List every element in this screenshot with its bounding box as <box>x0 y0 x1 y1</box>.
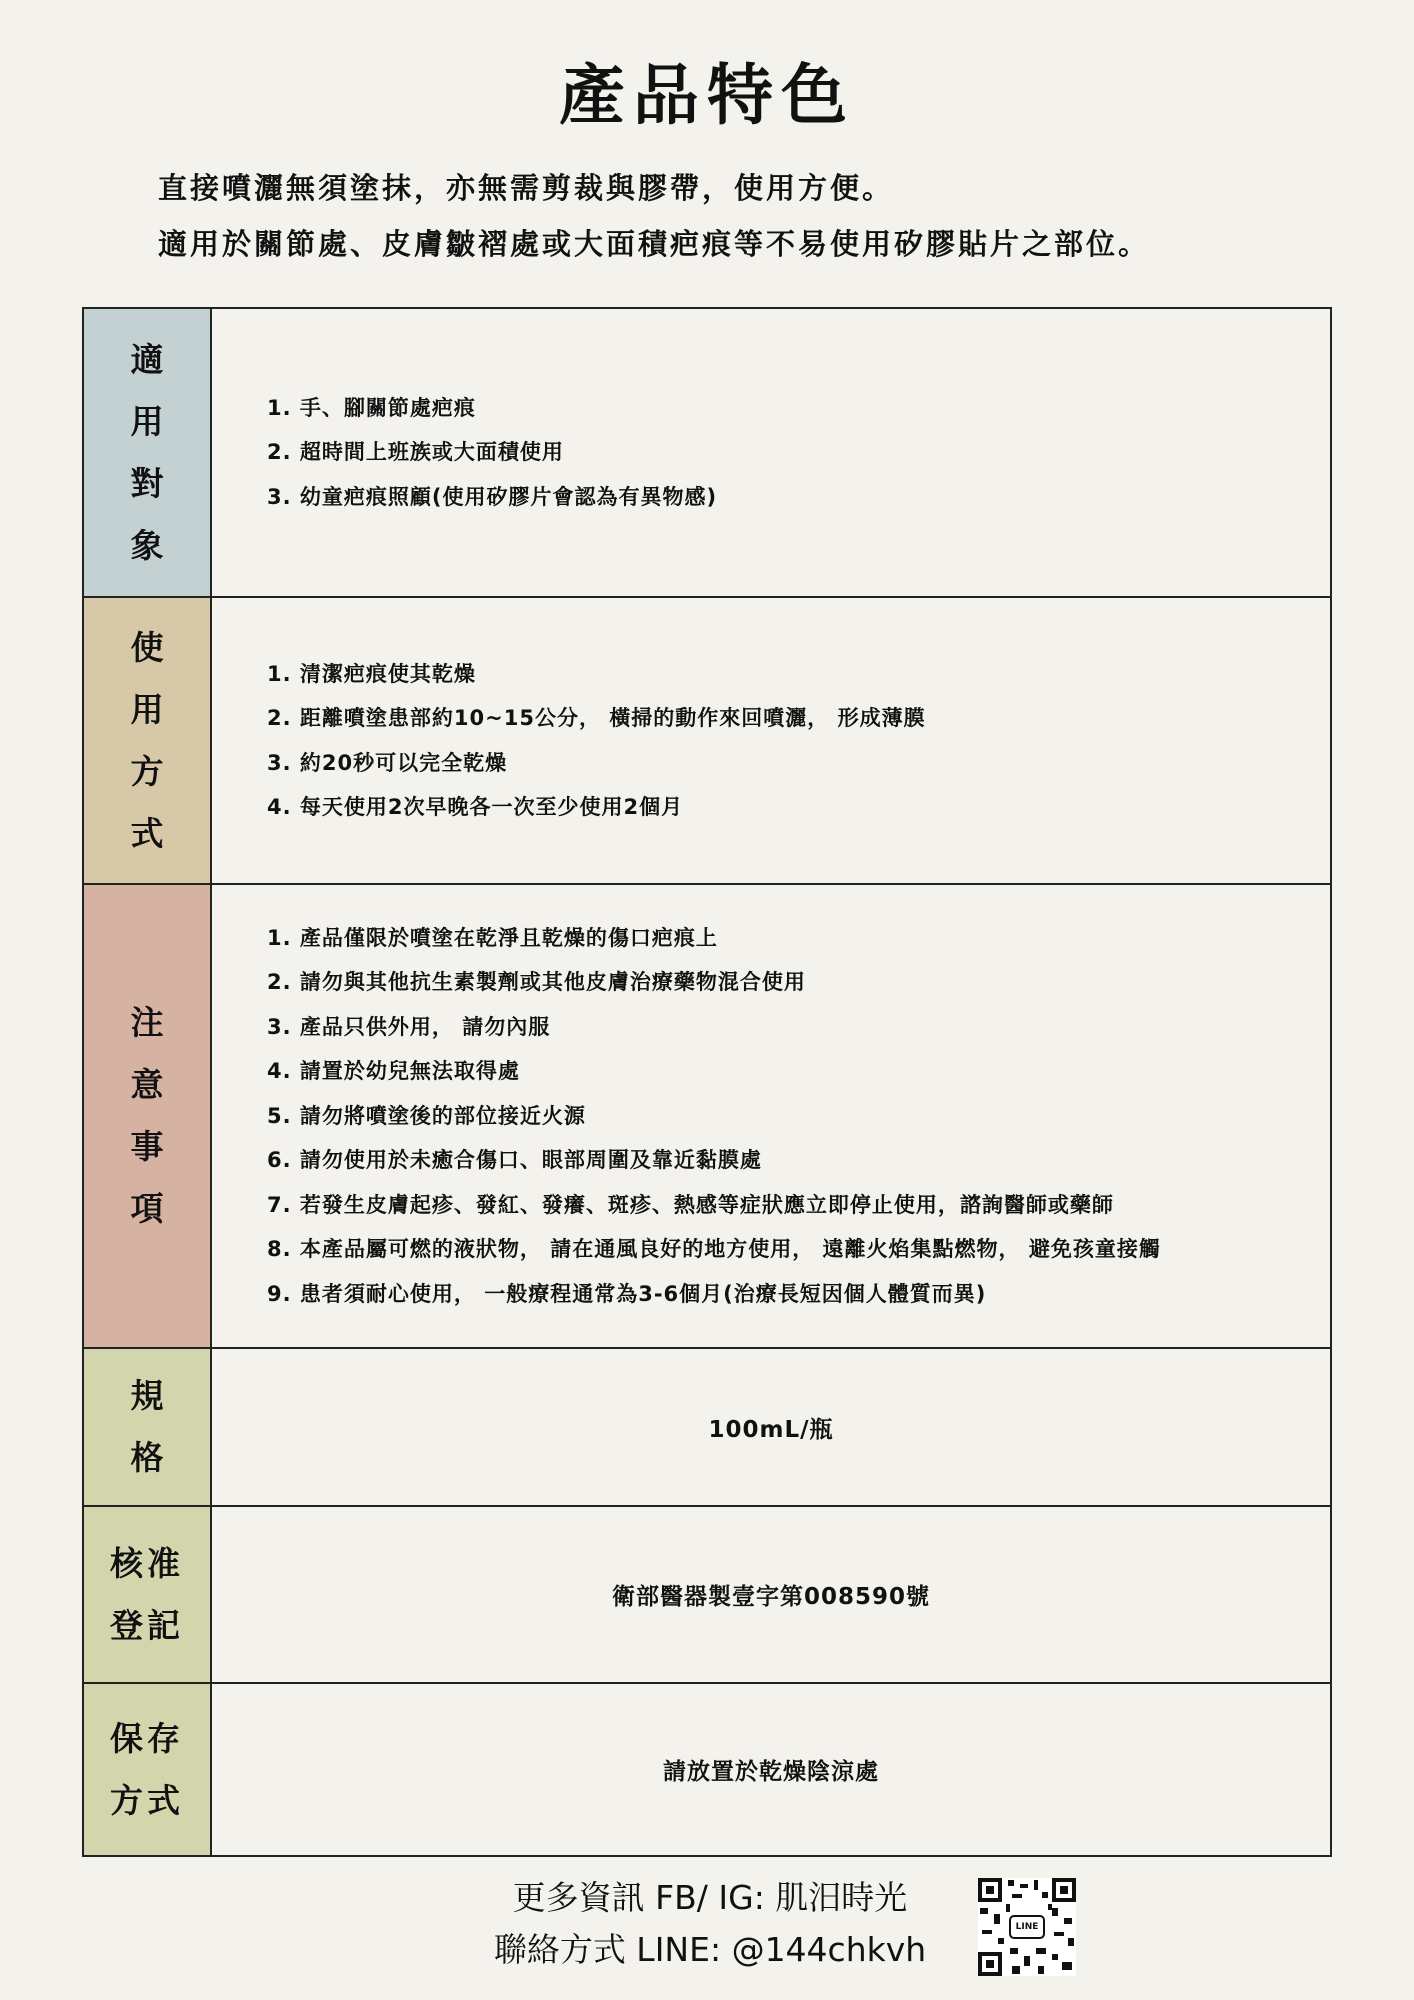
footer-line-id: 聯絡方式 LINE: @144chkvh <box>493 1930 927 1969</box>
row-spec <box>84 1349 1330 1507</box>
row-caution-label <box>84 885 212 1347</box>
page-title: 產品特色 <box>559 57 855 134</box>
row-storage-content <box>212 1684 1330 1855</box>
row-spec-content <box>212 1349 1330 1505</box>
row-license <box>84 1507 1330 1684</box>
row-caution-label-text: 注意事項 <box>130 1003 164 1228</box>
row-usage-label <box>84 598 212 883</box>
row-license-label <box>84 1507 212 1682</box>
row-usage <box>84 598 1330 885</box>
spec-value: 100mL/瓶 <box>708 1416 834 1443</box>
intro-line-2: 適用於關節處、皮膚皺褶處或大面積疤痕等不易使用矽膠貼片之部位。 <box>158 227 1151 261</box>
list-item: 2. 請勿與其他抗生素製劑或其他皮膚治療藥物混合使用 <box>267 970 806 995</box>
storage-value: 請放置於乾燥陰涼處 <box>663 1759 879 1785</box>
product-info-table <box>82 307 1332 1857</box>
intro-text <box>158 160 1358 272</box>
list-item: 5. 請勿將噴塗後的部位接近火源 <box>267 1103 586 1128</box>
row-usage-content <box>212 598 1330 883</box>
footer-contact <box>470 1872 950 1976</box>
row-storage-label <box>84 1684 212 1855</box>
list-item: 3. 約20秒可以完全乾燥 <box>267 750 508 775</box>
row-storage-label-text: 保存方式 <box>110 1718 184 1820</box>
row-license-content <box>212 1507 1330 1682</box>
row-usage-label-text: 使用方式 <box>130 627 164 853</box>
list-item: 1. 手、腳關節處疤痕 <box>267 395 476 420</box>
list-item: 3. 幼童疤痕照顧(使用矽膠片會認為有異物感) <box>267 484 718 509</box>
list-item: 6. 請勿使用於未癒合傷口、眼部周圍及靠近黏膜處 <box>267 1148 762 1173</box>
list-item: 1. 清潔疤痕使其乾燥 <box>267 661 476 686</box>
list-item: 8. 本產品屬可燃的液狀物， 請在通風良好的地方使用， 遠離火焰集點燃物， 避免孩童接觸 <box>267 1237 1161 1262</box>
list-item: 9. 患者須耐心使用， 一般療程通常為3-6個月(治療長短因個人體質而異) <box>267 1281 987 1306</box>
row-target <box>84 309 1330 598</box>
row-caution <box>84 885 1330 1349</box>
intro-line-1: 直接噴灑無須塗抹，亦無需剪裁與膠帶，使用方便。 <box>158 171 895 205</box>
line-qr-code-icon <box>978 1878 1076 1976</box>
list-item: 7. 若發生皮膚起疹、發紅、發癢、斑疹、熱感等症狀應立即停止使用，諮詢醫師或藥師 <box>267 1192 1114 1217</box>
row-target-label-text: 適用對象 <box>130 339 164 565</box>
row-spec-label-text: 規格 <box>130 1376 164 1477</box>
list-item: 1. 產品僅限於噴塗在乾淨且乾燥的傷口疤痕上 <box>267 925 718 950</box>
row-spec-label <box>84 1349 212 1505</box>
row-license-label-text: 核准登記 <box>110 1543 184 1645</box>
list-item: 2. 超時間上班族或大面積使用 <box>267 440 564 465</box>
line-logo: LINE <box>1009 1915 1045 1939</box>
row-caution-content <box>212 885 1330 1347</box>
license-value: 衛部醫器製壹字第008590號 <box>611 1584 931 1610</box>
row-storage <box>84 1684 1330 1855</box>
list-item: 4. 請置於幼兒無法取得處 <box>267 1059 520 1084</box>
row-target-label <box>84 309 212 596</box>
list-item: 2. 距離噴塗患部約10~15公分， 橫掃的動作來回噴灑， 形成薄膜 <box>267 706 926 730</box>
footer-social: 更多資訊 FB/ IG: 肌汨時光 <box>512 1878 908 1917</box>
row-target-content <box>212 309 1330 596</box>
list-item: 3. 產品只供外用， 請勿內服 <box>267 1014 551 1039</box>
list-item: 4. 每天使用2次早晚各一次至少使用2個月 <box>267 795 684 819</box>
